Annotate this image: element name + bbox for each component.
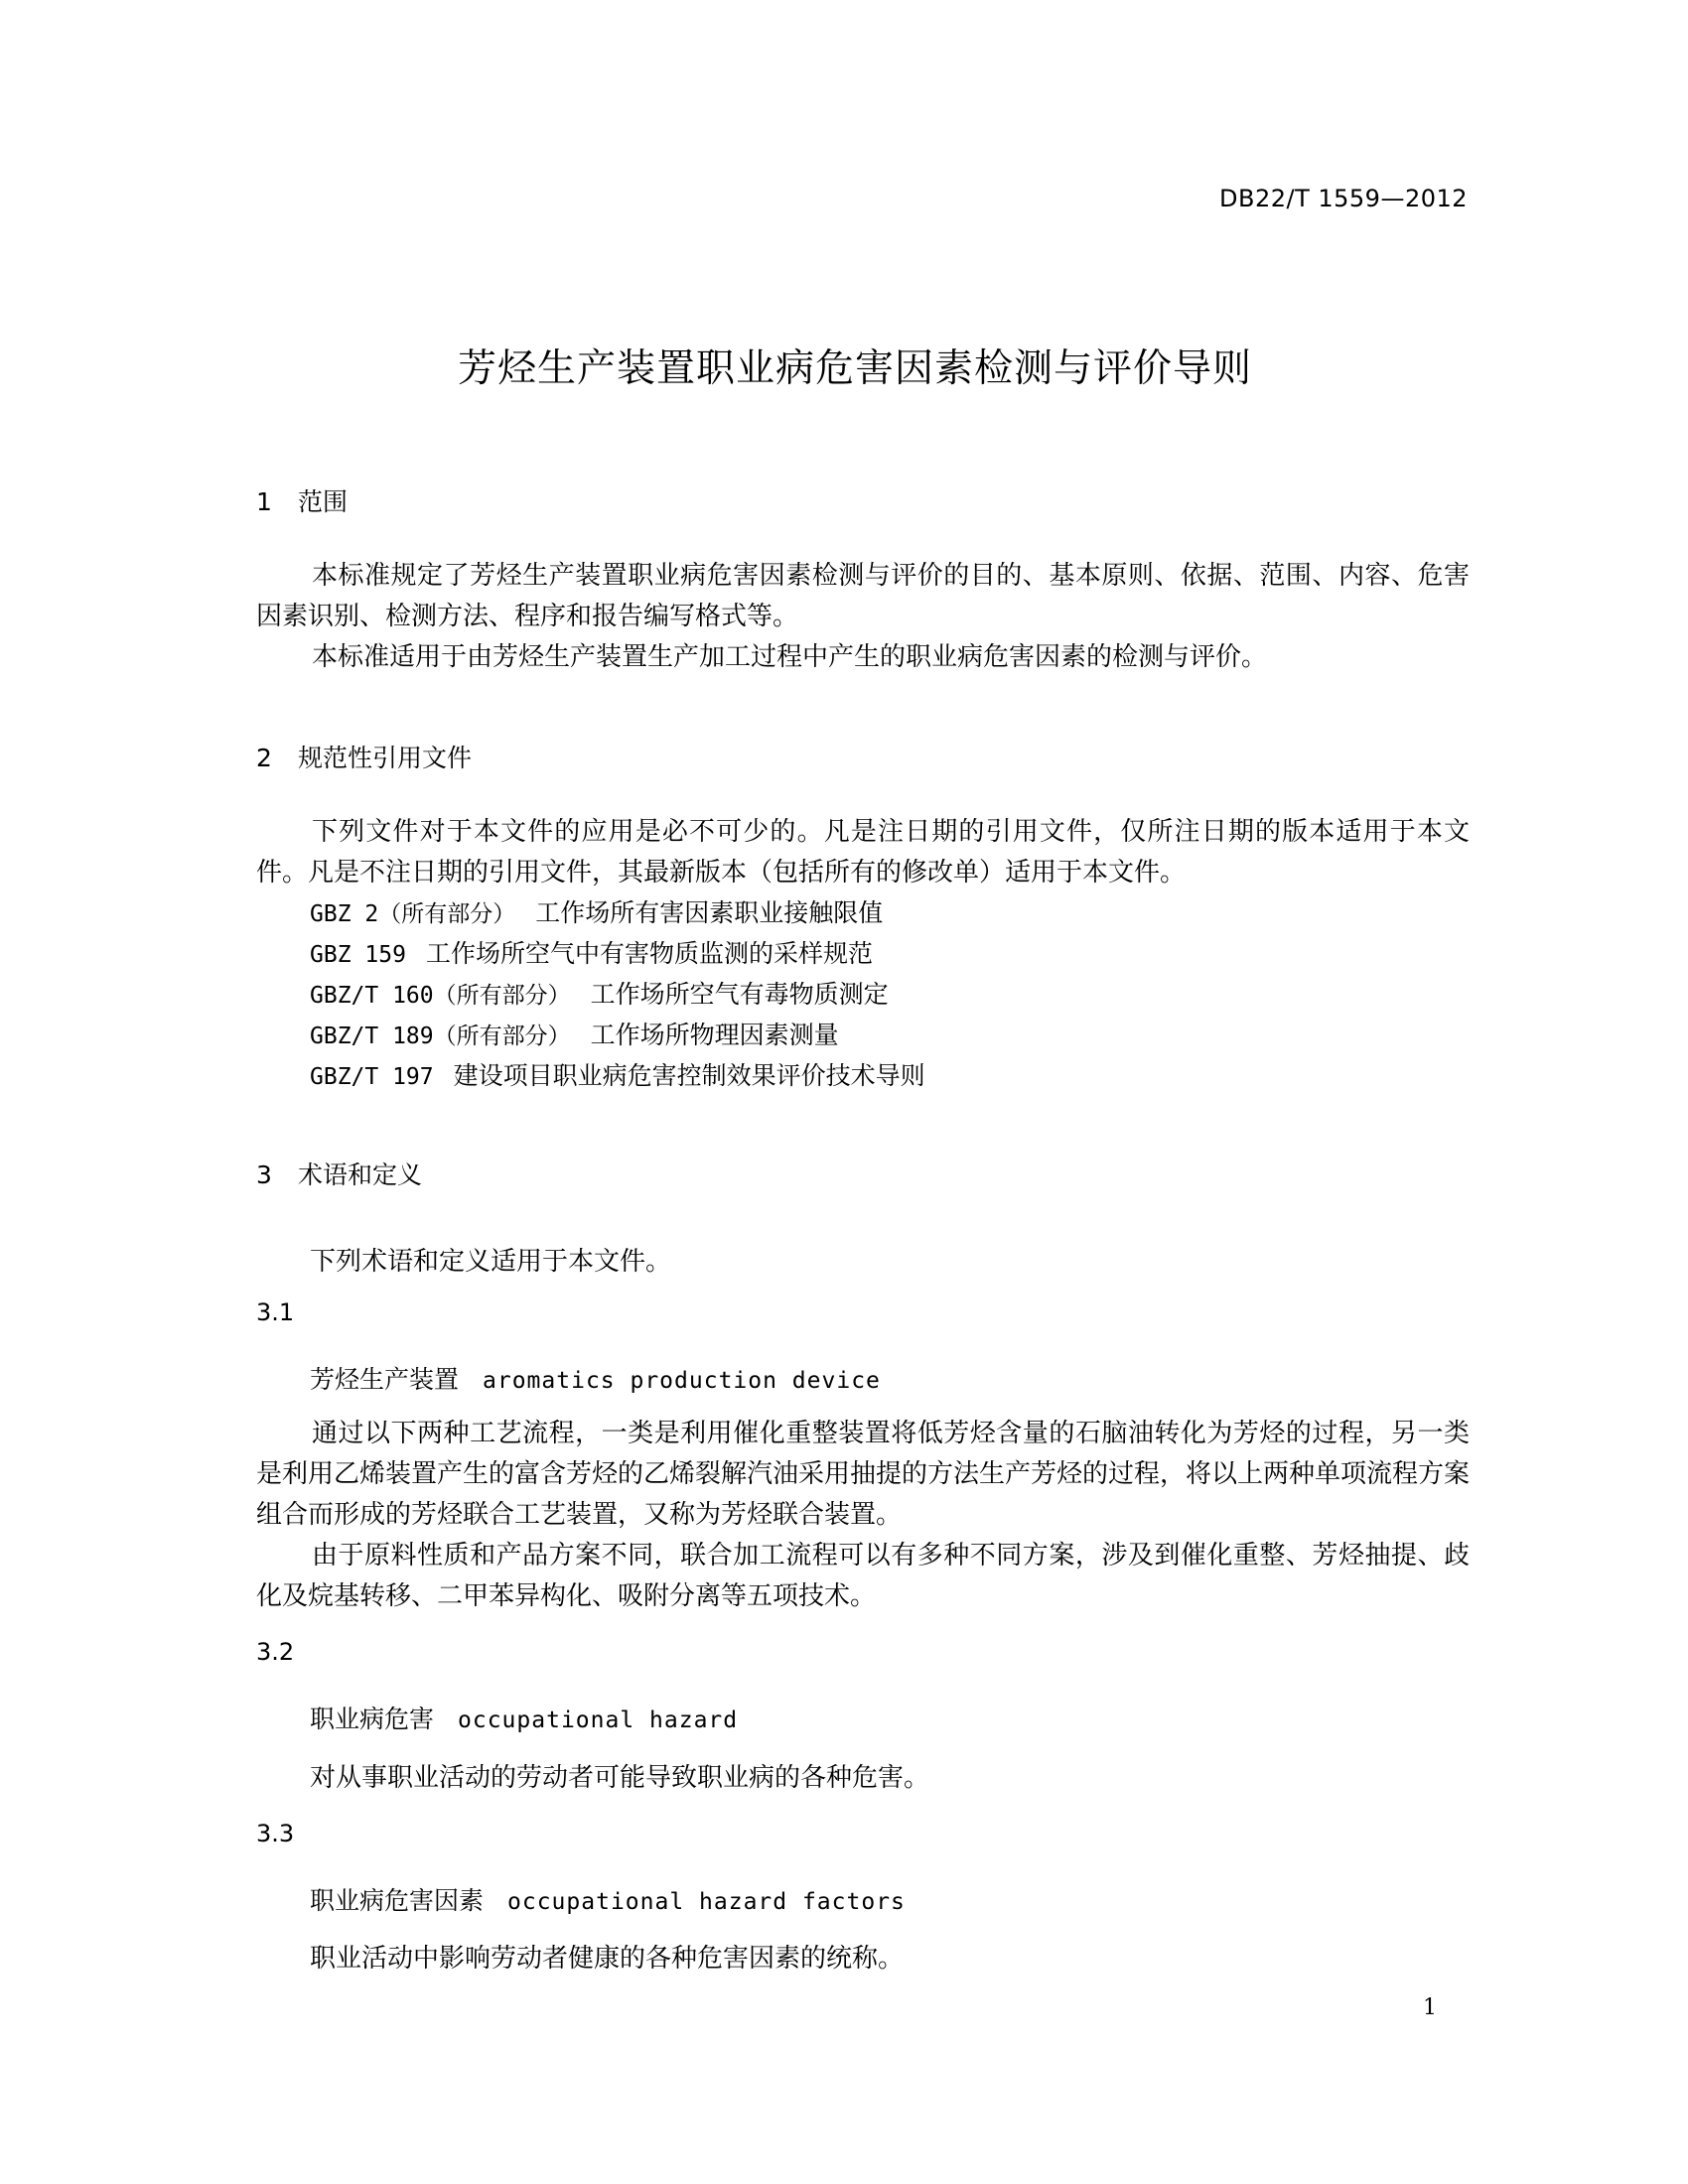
page-title: 芳烃生产装置职业病危害因素检测与评价导则	[457, 346, 1252, 391]
reference-title: 建设项目职业病危害控制效果评价技术导则	[453, 1061, 925, 1090]
reference-code: GBZ 2（所有部分）	[310, 901, 516, 927]
section-title: 规范性引用文件	[298, 744, 473, 772]
term-entry	[310, 1360, 881, 1396]
term-number: 3.2	[256, 1638, 295, 1666]
reference-item	[310, 1016, 839, 1051]
paragraph: 下列文件对于本文件的应用是必不可少的。凡是注日期的引用文件，仅所注日期的版本适用于本文件。凡是不注日期的引用文件，其最新版本（包括所有的修改单）适用于本文件。	[256, 817, 1470, 887]
section-number: 1	[256, 487, 272, 516]
section-title: 范围	[298, 487, 349, 516]
section-heading-normative-references	[256, 739, 472, 774]
paragraph: 本标准适用于由芳烃生产装置生产加工过程中产生的职业病危害因素的检测与评价。	[312, 642, 1268, 672]
term-chinese: 芳烃生产装置	[310, 1365, 460, 1394]
reference-item	[310, 893, 883, 929]
reference-item	[310, 975, 889, 1011]
reference-code: GBZ/T 160（所有部分）	[310, 983, 571, 1009]
term-english: occupational hazard	[458, 1707, 739, 1733]
term-entry	[310, 1700, 738, 1735]
reference-code: GBZ 159	[310, 942, 406, 968]
term-chinese: 职业病危害因素	[310, 1886, 485, 1915]
term-number: 3.3	[256, 1820, 295, 1847]
term-english: aromatics production device	[483, 1368, 881, 1394]
reference-title: 工作场所有害因素职业接触限值	[535, 898, 884, 927]
section-number: 3	[256, 1160, 272, 1189]
document-code: DB22/T 1559—2012	[1219, 185, 1469, 212]
section-heading-scope	[256, 482, 348, 518]
term-definition: 职业活动中影响劳动者健康的各种危害因素的统称。	[310, 1944, 905, 1974]
term-english: occupational hazard factors	[507, 1889, 906, 1915]
reference-code: GBZ/T 197	[310, 1064, 434, 1090]
reference-title: 工作场所空气中有害物质监测的采样规范	[425, 939, 873, 968]
term-definition: 通过以下两种工艺流程，一类是利用催化重整装置将低芳烃含量的石脑油转化为芳烃的过程，另一类是利用乙烯装置产生的富含芳烃的乙烯裂解汽油采用抽提的方法生产芳烃的过程，将以上两种单项流程方案组合而形成的芳烃联合工艺装置，又称为芳烃联合装置。	[256, 1419, 1471, 1530]
term-definition: 由于原料性质和产品方案不同，联合加工流程可以有多种不同方案，涉及到催化重整、芳烃抽提、歧化及烷基转移、二甲苯异构化、吸附分离等五项技术。	[256, 1541, 1470, 1611]
section-title: 术语和定义	[298, 1160, 423, 1189]
reference-item	[310, 934, 873, 970]
reference-item	[310, 1056, 925, 1092]
term-chinese: 职业病危害	[310, 1705, 435, 1733]
page-number: 1	[1423, 1995, 1437, 2020]
paragraph: 本标准规定了芳烃生产装置职业病危害因素检测与评价的目的、基本原则、依据、范围、内容、危害因素识别、检测方法、程序和报告编写格式等。	[256, 561, 1470, 631]
term-entry	[310, 1881, 906, 1917]
reference-code: GBZ/T 189（所有部分）	[310, 1024, 571, 1049]
reference-title: 工作场所空气有毒物质测定	[590, 980, 889, 1009]
term-definition: 对从事职业活动的劳动者可能导致职业病的各种危害。	[310, 1763, 930, 1793]
section-heading-terms-definitions	[256, 1156, 422, 1191]
term-number: 3.1	[256, 1298, 295, 1326]
paragraph: 下列术语和定义适用于本文件。	[310, 1247, 672, 1277]
section-number: 2	[256, 744, 272, 772]
reference-title: 工作场所物理因素测量	[590, 1021, 839, 1049]
